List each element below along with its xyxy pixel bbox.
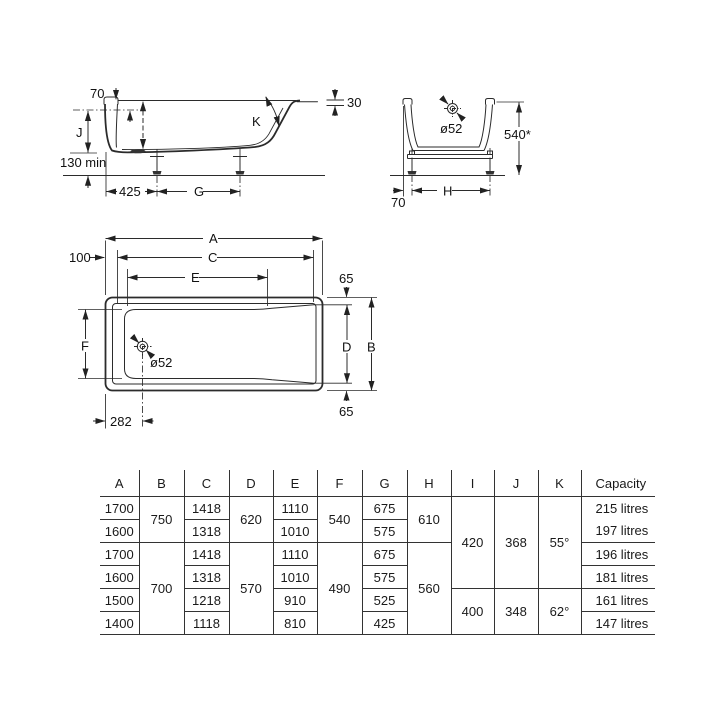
spec-cell: 1010 (273, 520, 317, 543)
end-view-drawing (385, 82, 540, 217)
spec-table (100, 470, 655, 635)
spec-cell: 620 (229, 497, 273, 543)
plan-view-labels (69, 231, 376, 429)
dim-label-foot-offset: 425 (119, 184, 141, 199)
plan-view-drain-symbol (134, 338, 152, 428)
side-view-dimensions (70, 88, 335, 198)
spec-cell: 675 (362, 543, 407, 566)
dim-label-overall-length-a: A (209, 231, 218, 246)
dim-label-rim-thickness: 30 (347, 95, 362, 110)
spec-cell: 1418 (184, 497, 229, 520)
dim-label-gap-top: 65 (339, 271, 354, 286)
spec-cell: 1700 (100, 497, 139, 520)
dim-label-angle-k: K (252, 114, 261, 129)
dim-label-plan-drain-diameter: ø52 (150, 355, 173, 370)
plan-view-dimensions (78, 232, 379, 429)
dim-label-rim-length-c: C (208, 250, 218, 265)
spec-cell: 570 (229, 543, 273, 635)
spec-cell: 1010 (273, 566, 317, 589)
end-view-drain-symbol (444, 100, 462, 118)
dim-label-depth-j: J (76, 125, 83, 140)
spec-cell: 575 (362, 520, 407, 543)
col-header-j: J (494, 470, 538, 497)
dim-label-end-offset: 100 (69, 250, 91, 265)
dim-label-overall-height: 540* (504, 127, 531, 142)
table-header-row (100, 470, 655, 497)
dim-label-foot-spacing-g: G (194, 184, 205, 199)
spec-cell-capacity: 181 litres (581, 566, 655, 589)
side-view-tub-profile (104, 97, 344, 153)
spec-cell: 1318 (184, 520, 229, 543)
dim-label-foot-spacing-h: H (443, 183, 453, 199)
dim-label-drain-diameter: ø52 (440, 121, 463, 136)
spec-cell: 910 (273, 589, 317, 612)
side-view-labels (60, 86, 361, 199)
spec-cell: 55° (538, 497, 581, 589)
spec-cell: 1110 (273, 497, 317, 520)
dim-label-inner-width-d: D (342, 339, 352, 355)
col-header-c: C (184, 470, 229, 497)
spec-cell: 1500 (100, 589, 139, 612)
spec-cell-capacity: 147 litres (581, 612, 655, 635)
spec-cell-capacity: 197 litres (581, 520, 655, 543)
drain-recess (131, 149, 146, 153)
col-header-a: A (100, 470, 139, 497)
col-header-h: H (407, 470, 451, 497)
dim-label-drain-offset: 282 (110, 414, 132, 429)
dim-label-basin-width-f: F (81, 338, 89, 354)
spec-cell: 490 (317, 543, 362, 635)
table-row (100, 589, 655, 612)
spec-cell: 560 (407, 543, 451, 635)
spec-cell: 700 (139, 543, 184, 635)
spec-cell: 810 (273, 612, 317, 635)
col-header-e: E (273, 470, 317, 497)
col-header-g: G (362, 470, 407, 497)
spec-cell: 525 (362, 589, 407, 612)
spec-cell: 420 (451, 497, 494, 589)
spec-cell: 368 (494, 497, 538, 589)
plan-view-drawing (65, 228, 385, 436)
spec-cell: 1600 (100, 520, 139, 543)
spec-cell: 1318 (184, 566, 229, 589)
spec-cell-capacity: 215 litres (595, 500, 649, 516)
spec-cell: 425 (362, 612, 407, 635)
dim-label-basin-length-e: E (191, 270, 200, 285)
dim-label-overall-width-b: B (367, 339, 376, 355)
spec-cell: 62° (538, 589, 581, 635)
spec-cell-capacity: 196 litres (581, 543, 655, 566)
side-view-drawing (55, 82, 390, 217)
table-row (100, 497, 655, 520)
dim-label-min-clearance: 130 min (60, 155, 107, 170)
spec-cell: 610 (407, 497, 451, 543)
col-header-b: B (139, 470, 184, 497)
dim-label-foot-offset: 70 (391, 195, 406, 210)
spec-cell: 540 (317, 497, 362, 543)
dim-label-gap-bottom: 65 (339, 404, 354, 419)
spec-cell-capacity: 161 litres (581, 589, 655, 612)
spec-cell: 348 (494, 589, 538, 635)
spec-cell: 1400 (100, 612, 139, 635)
dim-label-rim-height: 70 (90, 86, 105, 101)
spec-cell: 1110 (273, 543, 317, 566)
col-header-i: I (451, 470, 494, 497)
col-header-k: K (538, 470, 581, 497)
spec-cell: 675 (362, 497, 407, 520)
spec-cell: 1600 (100, 566, 139, 589)
spec-cell: 1418 (184, 543, 229, 566)
col-header-f: F (317, 470, 362, 497)
spec-cell: 1218 (184, 589, 229, 612)
spec-cell: 750 (139, 497, 184, 543)
spec-cell: 1700 (100, 543, 139, 566)
end-view-dimensions (393, 102, 536, 197)
col-header-d: D (229, 470, 273, 497)
spec-cell: 575 (362, 566, 407, 589)
spec-cell: 400 (451, 589, 494, 635)
col-header-capacity: Capacity (581, 470, 655, 497)
spec-cell: 1118 (184, 612, 229, 635)
